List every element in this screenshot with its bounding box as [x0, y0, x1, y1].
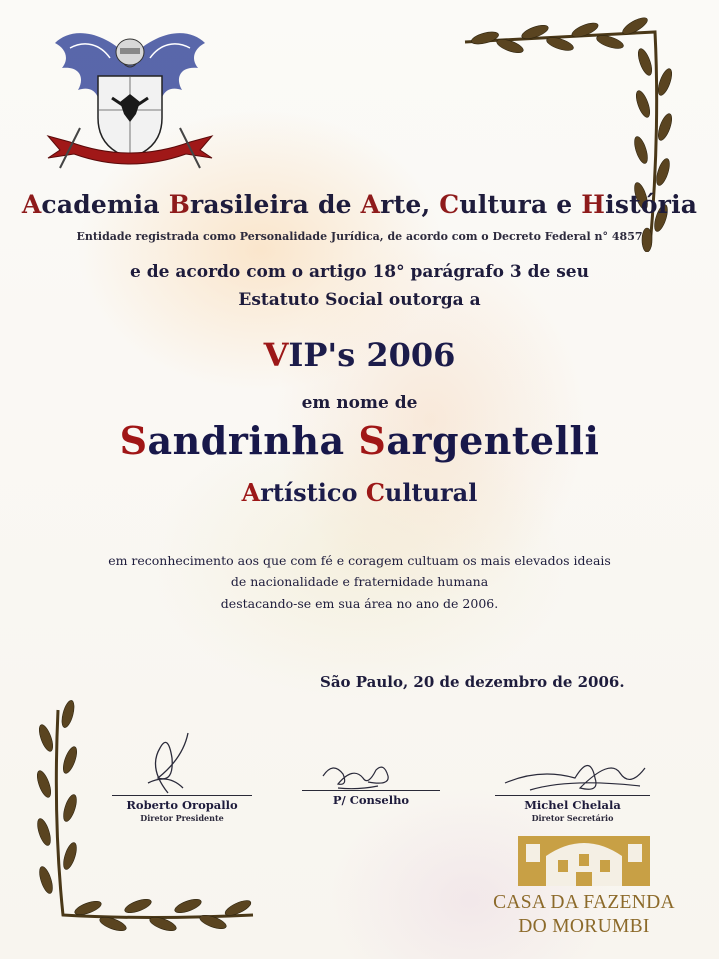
farmhouse-logo-icon — [518, 830, 650, 888]
recognition-text-line-1: em reconhecimento aos que com fé e coragem cultuam os mais elevados ideais — [108, 553, 611, 568]
sponsor-logo — [484, 830, 684, 940]
award-category: Artístico Cultural — [241, 478, 478, 507]
signature-line — [112, 795, 252, 796]
intro-line-1: e de acordo com o artigo 18° parágrafo 3 de seu — [130, 262, 589, 282]
sponsor-name-line-2: DO MORUMBI — [518, 916, 650, 937]
recognition-text-line-2: de nacionalidade e fraternidade humana — [230, 574, 489, 589]
signatory-name: P/ Conselho — [332, 793, 410, 807]
recipient-name: Sandrinha Sargentelli — [119, 418, 600, 463]
handwritten-signature-icon — [138, 728, 198, 798]
institution-title: Academia Brasileira de Arte, Cultura e História — [21, 190, 698, 219]
signature-block-president — [112, 795, 252, 823]
award-name: VIP's 2006 — [263, 336, 456, 374]
handwritten-signature-icon — [318, 756, 398, 792]
signatory-role: Diretor Presidente — [140, 813, 224, 823]
signature-block-council — [302, 790, 440, 807]
signatory-role: Diretor Secretário — [531, 813, 614, 823]
sponsor-name-line-1: CASA DA FAZENDA — [493, 892, 675, 913]
registration-note: Entidade registrada como Personalidade Jurídica, de acordo com o Decreto Federal n° 4857 — [76, 230, 643, 243]
in-name-of-label: em nome de — [301, 393, 418, 413]
signature-line — [495, 795, 650, 796]
recognition-text-line-3: destacando-se em sua área no ano de 2006. — [220, 596, 499, 611]
signature-line — [302, 790, 440, 791]
handwritten-signature-icon — [500, 748, 650, 798]
intro-line-2: Estatuto Social outorga a — [238, 290, 481, 310]
signatory-name: Roberto Oropallo — [126, 798, 238, 812]
signatory-name: Michel Chelala — [524, 798, 621, 812]
signature-block-secretary — [495, 795, 650, 823]
issue-date: São Paulo, 20 de dezembro de 2006. — [320, 673, 625, 691]
coat-of-arms-icon — [40, 18, 220, 178]
